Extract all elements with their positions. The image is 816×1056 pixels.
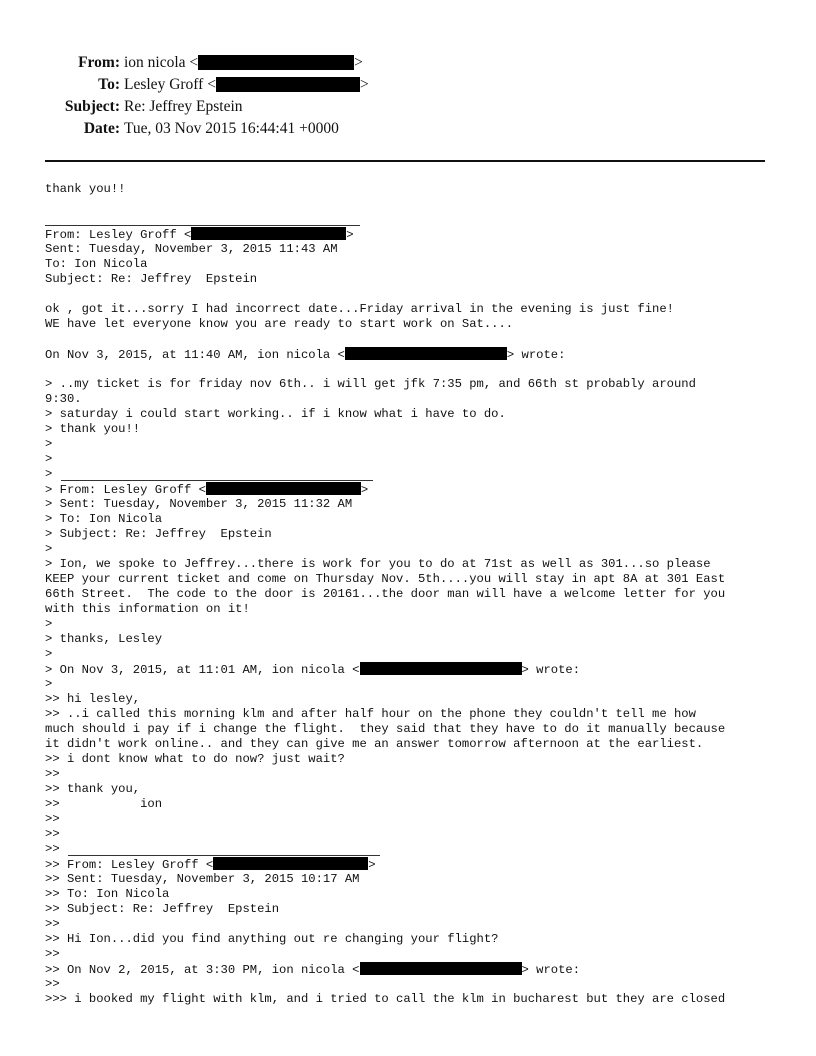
- header-divider: [45, 160, 765, 162]
- body-line: [45, 467, 785, 482]
- to-value: [124, 74, 369, 96]
- body-line: [45, 662, 785, 677]
- body-line: [45, 482, 785, 497]
- body-line: > To: Ion Nicola: [45, 512, 163, 526]
- quote-marker: >>: [45, 842, 67, 856]
- separator-line: [68, 855, 380, 856]
- body-line: with this information on it!: [45, 602, 250, 616]
- body-line: >> ..i called this morning klm and after half hour on the phone they couldn't tell me how: [45, 707, 696, 721]
- blank-line: [45, 332, 785, 347]
- quoted-from-close: >: [360, 483, 369, 497]
- blank-line: [45, 287, 785, 302]
- reply-attribution-end: > wrote:: [506, 348, 566, 362]
- body-line: [45, 347, 785, 362]
- body-line: >>: [45, 977, 60, 991]
- body-line: >>> i booked my flight with klm, and i tried to call the klm in bucharest but they are closed: [45, 992, 726, 1006]
- body-line: > thank you!!: [45, 422, 141, 436]
- body-line: [45, 962, 785, 977]
- email-header: [0, 52, 816, 140]
- body-line: [45, 857, 785, 872]
- redaction-block: [345, 347, 507, 360]
- body-line: >: [45, 437, 53, 451]
- date-value: Tue, 03 Nov 2015 16:44:41 +0000: [124, 120, 339, 137]
- redaction-block: [360, 662, 522, 675]
- body-line: >> To: Ion Nicola: [45, 887, 170, 901]
- body-line: [45, 227, 785, 242]
- redaction-block: [360, 962, 522, 975]
- reply-attribution-end: > wrote:: [521, 963, 581, 977]
- body-line: >> Hi Ion...did you find anything out re changing your flight?: [45, 932, 499, 946]
- body-line: ok , got it...sorry I had incorrect date...Friday arrival in the evening is just fine!: [45, 302, 674, 316]
- body-line: >> hi lesley,: [45, 692, 141, 706]
- email-body: [45, 182, 785, 1007]
- body-line: > Ion, we spoke to Jeffrey...there is work for you to do at 71st as well as 301...so please: [45, 557, 711, 571]
- date-label: Date:: [83, 120, 120, 137]
- to-row: [0, 74, 816, 96]
- to-label: To:: [98, 76, 120, 93]
- reply-attribution: >> On Nov 2, 2015, at 3:30 PM, ion nicola <: [45, 963, 360, 977]
- quoted-from-close: >: [346, 228, 354, 242]
- body-line: > thanks, Lesley: [45, 632, 163, 646]
- body-line: >>: [45, 767, 60, 781]
- subject-label: Subject:: [64, 98, 120, 115]
- body-line: thank you!!: [45, 182, 126, 196]
- body-line: >> ion: [45, 797, 163, 811]
- body-line: it didn't work online.. and they can give me an answer tomorrow afternoon at the earliest.: [45, 737, 704, 751]
- body-line: >>: [45, 947, 60, 961]
- body-line: > ..my ticket is for friday nov 6th.. i will get jfk 7:35 pm, and 66th st probably around: [45, 377, 696, 391]
- quoted-from: >> From: Lesley Groff <: [45, 858, 214, 872]
- body-line: To: Ion Nicola: [45, 257, 148, 271]
- quote-marker: >: [45, 467, 60, 481]
- reply-attribution: On Nov 3, 2015, at 11:40 AM, ion nicola <: [45, 348, 345, 362]
- reply-attribution: > On Nov 3, 2015, at 11:01 AM, ion nicola <: [45, 663, 360, 677]
- blank-line: [45, 197, 785, 212]
- body-line: >: [45, 647, 53, 661]
- body-line: >: [45, 617, 53, 631]
- redaction-block: [206, 482, 361, 495]
- body-line: >: [45, 542, 53, 556]
- separator-line: [45, 225, 360, 226]
- quoted-from: > From: Lesley Groff <: [45, 483, 206, 497]
- body-line: >> Sent: Tuesday, November 3, 2015 10:17 AM: [45, 872, 360, 886]
- body-line: >>: [45, 812, 60, 826]
- from-label: From:: [78, 54, 120, 71]
- separator-gap: [45, 212, 785, 227]
- from-row: [0, 52, 816, 74]
- body-line: Sent: Tuesday, November 3, 2015 11:43 AM: [45, 242, 338, 256]
- redaction-block: [213, 857, 368, 870]
- body-line: > Subject: Re: Jeffrey Epstein: [45, 527, 272, 541]
- date-row: [0, 118, 816, 140]
- redaction-block: [191, 227, 346, 240]
- from-value: [124, 52, 363, 74]
- reply-attribution-end: > wrote:: [521, 663, 581, 677]
- body-line: >: [45, 452, 53, 466]
- subject-row: [0, 96, 816, 118]
- from-close: >: [354, 54, 363, 71]
- body-line: 66th Street. The code to the door is 20161...the door man will have a welcome letter for you: [45, 587, 726, 601]
- blank-line: [45, 362, 785, 377]
- body-line: Subject: Re: Jeffrey Epstein: [45, 272, 258, 286]
- subject-value: Re: Jeffrey Epstein: [124, 98, 243, 115]
- quoted-from: From: Lesley Groff <: [45, 228, 192, 242]
- body-line: >> i dont know what to do now? just wait?: [45, 752, 345, 766]
- from-name: ion nicola <: [124, 54, 199, 71]
- body-line: >> thank you,: [45, 782, 141, 796]
- redaction-block: [216, 77, 360, 92]
- body-line: much should i pay if i change the flight. they said that they have to do it manually because: [45, 722, 726, 736]
- to-name: Lesley Groff <: [124, 76, 216, 93]
- to-close: >: [359, 76, 369, 93]
- separator-line: [61, 480, 373, 481]
- redaction-block: [198, 55, 354, 70]
- body-line: >>: [45, 917, 60, 931]
- quoted-from-close: >: [368, 858, 376, 872]
- body-line: [45, 842, 785, 857]
- body-line: 9:30.: [45, 392, 82, 406]
- body-line: > saturday i could start working.. if i know what i have to do.: [45, 407, 506, 421]
- body-line: >> Subject: Re: Jeffrey Epstein: [45, 902, 280, 916]
- body-line: >: [45, 677, 53, 691]
- body-line: > Sent: Tuesday, November 3, 2015 11:32 AM: [45, 497, 353, 511]
- body-line: WE have let everyone know you are ready to start work on Sat....: [45, 317, 514, 331]
- body-line: KEEP your current ticket and come on Thursday Nov. 5th....you will stay in apt 8A at 301 East: [45, 572, 726, 586]
- body-line: >>: [45, 827, 60, 841]
